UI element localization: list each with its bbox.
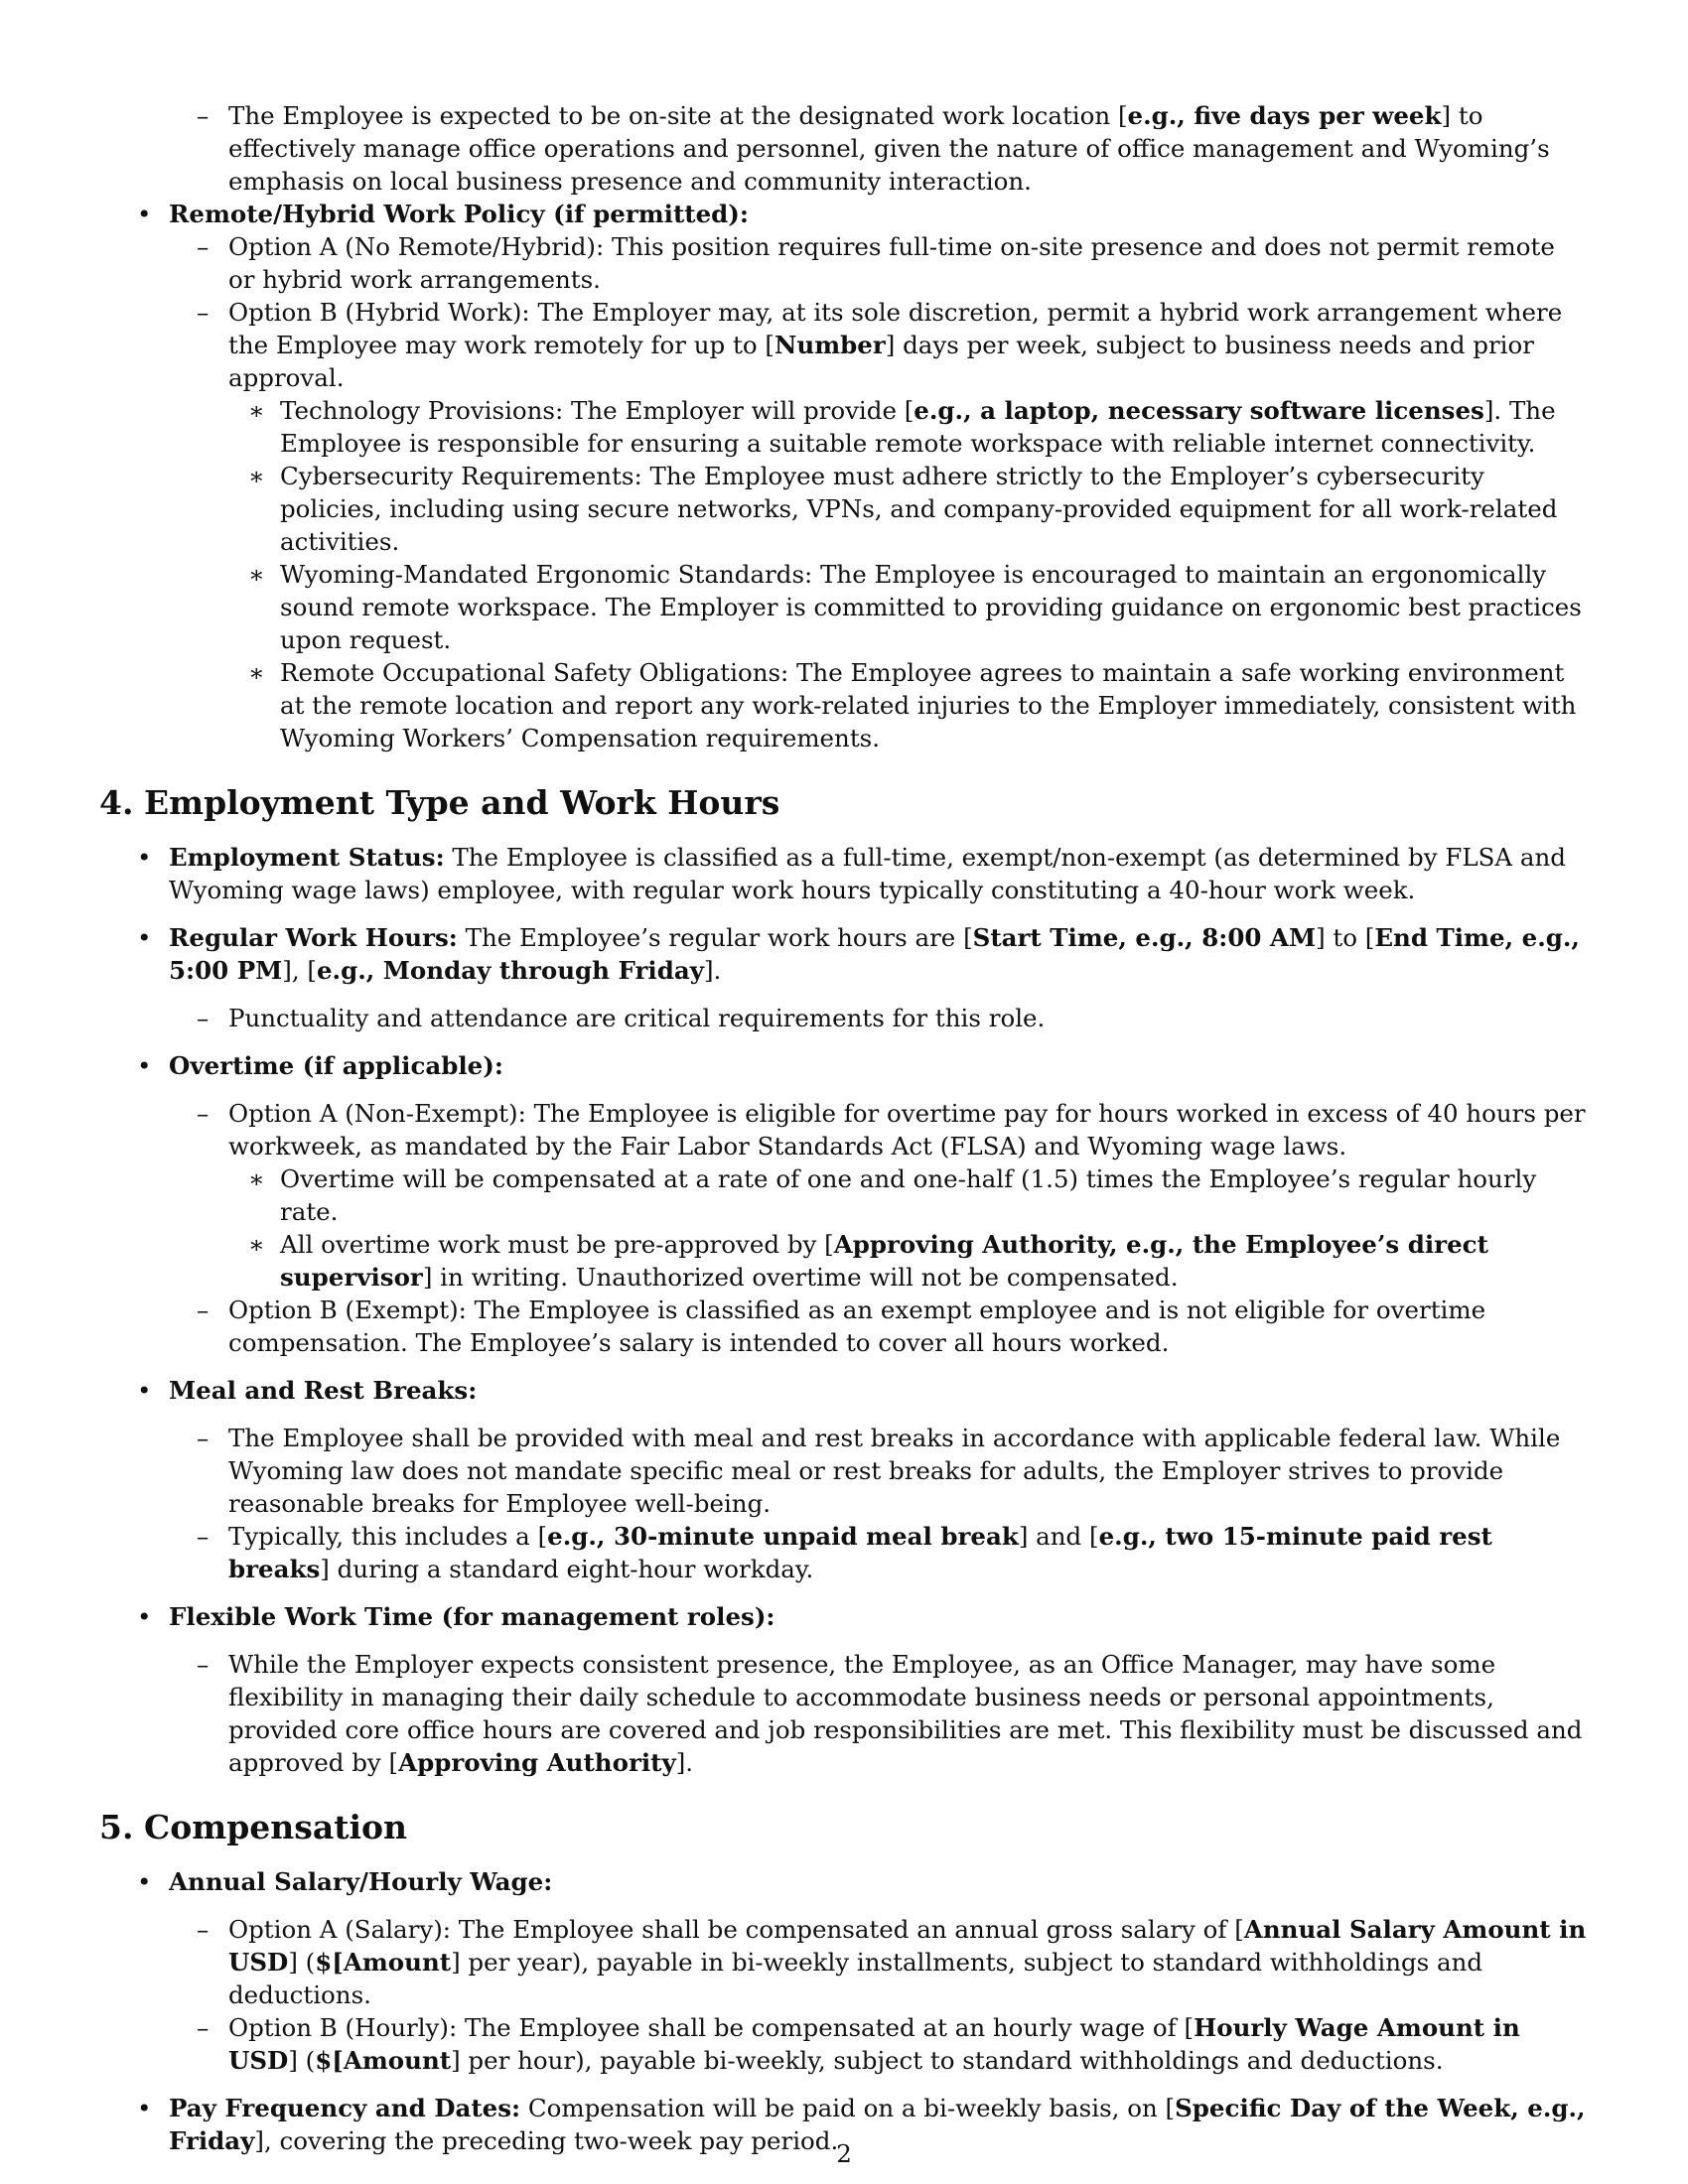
remote-policy-list: [99, 198, 1589, 754]
list-item: • Pay Frequency and Dates: Compensation will be paid on a bi-weekly basis, on [Specific Day of the Week, e.g., Friday], covering the preceding two-week pay period.: [137, 2094, 1586, 2155]
list-item: ∗ Wyoming-Mandated Ergonomic Standards: The Employee is encouraged to maintain an ergonomically sound remote workspace. The Employer is committed to providing guidance on ergonomic best practices upon request.: [248, 560, 1582, 654]
list-item: • Meal and Rest Breaks: – The Employee shall be provided with meal and rest breaks in accordance with applicable federal law. While Wyoming law does not mandate specific meal or rest breaks for adults, the Employer strives to provide reasonable breaks for Employee well-being. – Typically, this includes a [e.g., 30-minute unpaid meal break] and [e.g., two 15-minute paid rest breaks] during a standard eight-hour workday.: [99, 1374, 1589, 1585]
remote-policy-label: Remote/Hybrid Work Policy (if permitted):: [169, 200, 749, 228]
list-item: • Annual Salary/Hourly Wage: – Option A (Salary): The Employee shall be compensated an annual gross salary of [Annual Salary Amount in USD] ($[Amount] per year), payable in bi-weekly installments, subject to standard withholdings and deductions. – Option B (Hourly): The Employee shall be compensated at an hourly wage of [Hourly Wage Amount in USD] ($[Amount] per hour), payable bi-weekly, subject to standard withholdings and deductions.: [99, 1865, 1589, 2077]
section-heading-4: 4. Employment Type and Work Hours: [99, 783, 780, 822]
list-item: – Typically, this includes a [e.g., 30-minute unpaid meal break] and [e.g., two 15-minute paid rest breaks] during a standard eight-hour workday.: [197, 1522, 1492, 1583]
list-item: – Option B (Exempt): The Employee is classified as an exempt employee and is not eligible for overtime compensation. The Employee’s salary is intended to cover all hours worked.: [197, 1296, 1486, 1357]
section5-list: [99, 1865, 1589, 2157]
list-item: • Remote/Hybrid Work Policy (if permitted): – Option A (No Remote/Hybrid): This position requires full-time on-site presence and does not permit remote or hybrid work arrangements. – Option B (Hybrid Work): The Employer may, at its sole discretion, permit a hybrid work arrangement where the Employee may work remotely for up to [Number] days per week, subject to business needs and prior approval. ∗ Technology Provisions: The Employer will provide [e.g., a laptop, necessary software licenses]. The Employee is responsible for ensuring a suitable remote workspace with reliable internet connectivity. ∗ Cybersecurity Requirements: The Employee must adhere strictly to the Employer’s cybersecurity policies, including using secure networks, VPNs, and company-provided equipment for all work-related activities. ∗ Wyoming-Mandated Ergonomic Standards: The Employee is encouraged to maintain an ergonomically sound remote workspace. The Employer is committed to providing guidance on ergonomic best practices upon request. ∗ Remote Occupational Safety Obligations: The Employee agrees to maintain a safe working environment at the remote location and report any work-related injuries to the Employer immediately, consistent with Wyoming Workers’ Compensation requirements.: [99, 198, 1589, 754]
list-item: ∗ All overtime work must be pre-approved by [Approving Authority, e.g., the Employee’s direct supervisor] in writing. Unauthorized overtime will not be compensated.: [248, 1230, 1488, 1292]
list-item: – Option A (Salary): The Employee shall be compensated an annual gross salary of [Annual Salary Amount in USD] ($[Amount] per year), payable in bi-weekly installments, subject to standard withholdings and deductions.: [197, 1915, 1587, 2009]
list-item: – While the Employer expects consistent presence, the Employee, as an Office Manager, may have some flexibility in managing their daily schedule to accommodate business needs or personal appointments, provided core office hours are covered and job responsibilities are met. This flexibility must be discussed and approved by [Approving Authority].: [197, 1650, 1583, 1777]
list-item: ∗ Overtime will be compensated at a rate of one and one-half (1.5) times the Employee’s regular hourly rate.: [248, 1164, 1537, 1226]
list-item: • Overtime (if applicable): – Option A (Non-Exempt): The Employee is eligible for overtime pay for hours worked in excess of 40 hours per workweek, as mandated by the Fair Labor Standards Act (FLSA) and Wyoming wage laws. ∗ Overtime will be compensated at a rate of one and one-half (1.5) times the Employee’s regular hourly rate. ∗ All overtime work must be pre-approved by [Approving Authority, e.g., the Employee’s direct supervisor] in writing. Unauthorized overtime will not be compensated. – Option B (Exempt): The Employee is classified as an exempt employee and is not eligible for overtime compensation. The Employee’s salary is intended to cover all hours worked.: [99, 1049, 1589, 1359]
onsite-list: [99, 99, 1589, 198]
list-item: • Employment Status: The Employee is classified as a full-time, exempt/non-exempt (as determined by FLSA and Wyoming wage laws) employee, with regular work hours typically constituting a 40-hour work week.: [137, 843, 1566, 904]
list-item: • Regular Work Hours: The Employee’s regular work hours are [Start Time, e.g., 8:00 AM] to [End Time, e.g., 5:00 PM], [e.g., Monday through Friday]. – Punctuality and attendance are critical requirements for this role.: [99, 921, 1589, 1034]
list-item: – Option A (Non-Exempt): The Employee is eligible for overtime pay for hours worked in excess of 40 hours per workweek, as mandated by the Fair Labor Standards Act (FLSA) and Wyoming wage laws. ∗ Overtime will be compensated at a rate of one and one-half (1.5) times the Employee’s regular hourly rate. ∗ All overtime work must be pre-approved by [Approving Authority, e.g., the Employee’s direct supervisor] in writing. Unauthorized overtime will not be compensated.: [99, 1097, 1589, 1294]
list-item: ∗ Technology Provisions: The Employer will provide [e.g., a laptop, necessary software licenses]. The Employee is responsible for ensuring a suitable remote workspace with reliable internet connectivity.: [248, 396, 1556, 458]
list-item: – The Employee is expected to be on-site at the designated work location [e.g., five days per week] to effectively manage office operations and personnel, given the nature of office management and Wyoming’s emphasis on local business presence and community interaction.: [197, 101, 1550, 196]
list-item: • Flexible Work Time (for management roles): – While the Employer expects consistent presence, the Employee, as an Office Manager, may have some flexibility in managing their daily schedule to accommodate business needs or personal appointments, provided core office hours are covered and job responsibilities are met. This flexibility must be discussed and approved by [Approving Authority].: [99, 1600, 1589, 1779]
section4-list: [99, 841, 1589, 1779]
list-item: – Option B (Hybrid Work): The Employer may, at its sole discretion, permit a hybrid work arrangement where the Employee may work remotely for up to [Number] days per week, subject to business needs and prior approval. ∗ Technology Provisions: The Employer will provide [e.g., a laptop, necessary software licenses]. The Employee is responsible for ensuring a suitable remote workspace with reliable internet connectivity. ∗ Cybersecurity Requirements: The Employee must adhere strictly to the Employer’s cybersecurity policies, including using secure networks, VPNs, and company-provided equipment for all work-related activities. ∗ Wyoming-Mandated Ergonomic Standards: The Employee is encouraged to maintain an ergonomically sound remote workspace. The Employer is committed to providing guidance on ergonomic best practices upon request. ∗ Remote Occupational Safety Obligations: The Employee agrees to maintain a safe working environment at the remote location and report any work-related injuries to the Employer immediately, consistent with Wyoming Workers’ Compensation requirements.: [99, 296, 1589, 754]
list-item: ∗ Cybersecurity Requirements: The Employee must adhere strictly to the Employer’s cybersecurity policies, including using secure networks, VPNs, and company-provided equipment for all work-related activities.: [248, 462, 1558, 556]
list-item: – Punctuality and attendance are critical requirements for this role.: [197, 1004, 1046, 1032]
list-item: – Option B (Hourly): The Employee shall be compensated at an hourly wage of [Hourly Wage Amount in USD] ($[Amount] per hour), payable bi-weekly, subject to standard withholdings and deductions.: [197, 2013, 1520, 2075]
section-heading-5: 5. Compensation: [99, 1808, 407, 1846]
list-item: – Option A (No Remote/Hybrid): This position requires full-time on-site presence and does not permit remote or hybrid work arrangements.: [197, 232, 1555, 294]
document-page: [99, 99, 1589, 2157]
list-item: – The Employee shall be provided with meal and rest breaks in accordance with applicable federal law. While Wyoming law does not mandate specific meal or rest breaks for adults, the Employer strives to provide reasonable breaks for Employee well-being.: [197, 1424, 1561, 1518]
page-number: 2: [836, 2139, 852, 2168]
list-item: ∗ Remote Occupational Safety Obligations: The Employee agrees to maintain a safe working environment at the remote location and report any work-related injuries to the Employer immediately, consistent with Wyoming Workers’ Compensation requirements.: [248, 658, 1577, 752]
